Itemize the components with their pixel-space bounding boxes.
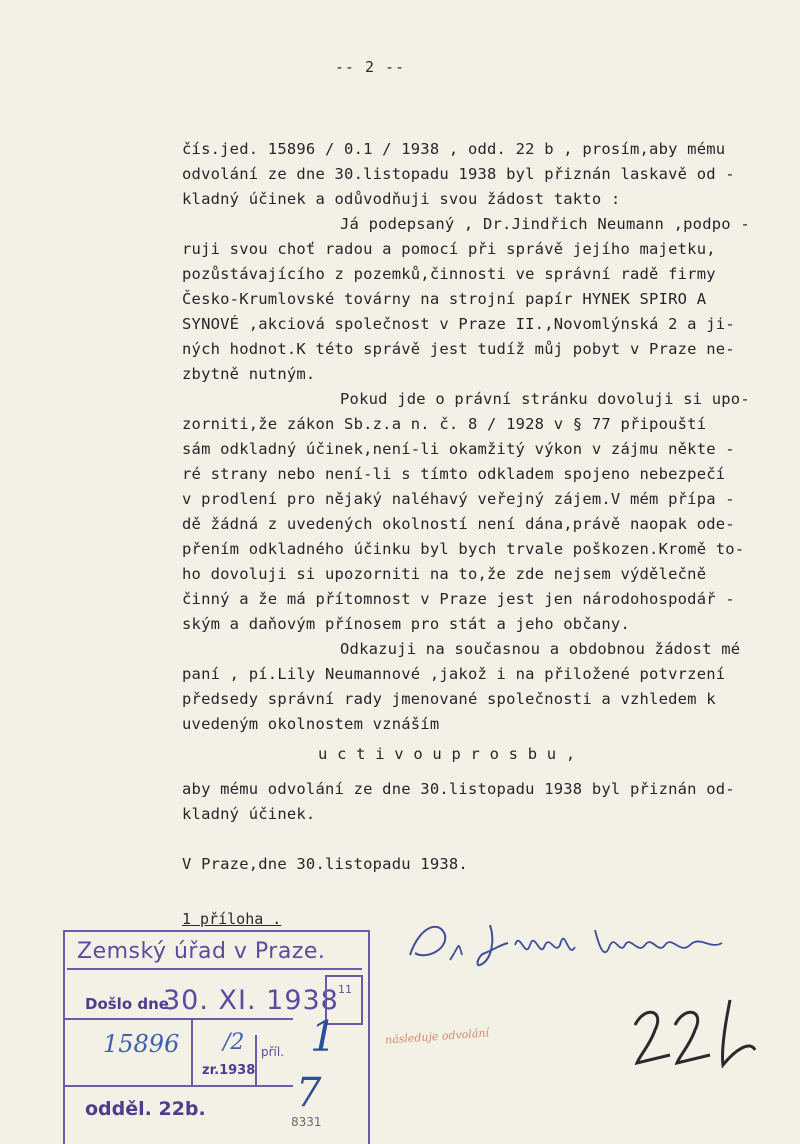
body-line: sám odkladný účinek,není-li okamžitý výkon v zájmu někte - bbox=[182, 440, 735, 458]
stamp-divider bbox=[63, 1085, 293, 1087]
stamp-divider bbox=[255, 1035, 257, 1085]
stamp-divider bbox=[191, 1020, 193, 1085]
signature bbox=[400, 905, 740, 975]
body-line: předsedy správní rady jmenované společnosti a vzhledem k bbox=[182, 690, 716, 708]
stamp-received-label: Došlo dne bbox=[85, 995, 169, 1013]
stamp-received-date: 30. XI. 1938 bbox=[163, 985, 339, 1016]
date-line: V Praze,dne 30.listopadu 1938. bbox=[182, 855, 468, 873]
body-line: Česko-Krumlovské továrny na strojní papír HYNEK SPIRO A bbox=[182, 290, 707, 308]
stamp-zr-label: zr.1938 bbox=[202, 1063, 256, 1078]
body-line: ho dovoluji si upozorniti na to,že zde nejsem výdělečně bbox=[182, 565, 707, 583]
body-line: paní , pí.Lily Neumannové ,jakož i na přiložené potvrzení bbox=[182, 665, 726, 683]
body-line: SYNOVÉ ,akciová společnost v Praze II.,Novomlýnská 2 a ji- bbox=[182, 315, 735, 333]
stamp-attachment-count: 1 bbox=[310, 1012, 337, 1061]
body-line: ré strany nebo není-li s tímto odkladem spojeno nebezpečí bbox=[182, 465, 726, 483]
stamp-box-number: 11 bbox=[338, 983, 352, 996]
body-line: uvedeným okolnostem vznáším bbox=[182, 715, 440, 733]
body-line: ných hodnot.K této správě jest tudíž můj pobyt v Praze ne- bbox=[182, 340, 735, 358]
body-line: v prodlení pro nějaký naléhavý veřejný zájem.V mém přípa - bbox=[182, 490, 735, 508]
body-line: odvolání ze dne 30.listopadu 1938 byl přiznán laskavě od - bbox=[182, 165, 735, 183]
body-line: kladný účinek. bbox=[182, 805, 316, 823]
stamp-ref-suffix: /2 bbox=[223, 1030, 245, 1055]
body-line: aby mému odvolání ze dne 30.listopadu 1938 byl přiznán od- bbox=[182, 780, 735, 798]
body-line: zorniti,že zákon Sb.z.a n. č. 8 / 1928 v § 77 připouští bbox=[182, 415, 707, 433]
pencil-note: následuje odvolání bbox=[384, 1026, 490, 1047]
initials-22b bbox=[625, 995, 765, 1075]
body-line: čís.jed. 15896 / 0.1 / 1938 , odd. 22 b , prosím,aby mému bbox=[182, 140, 726, 158]
stamp-divider bbox=[63, 1018, 293, 1020]
registry-stamp bbox=[63, 930, 368, 1140]
body-line: pozůstávajícího z pozemků,činnosti ve správní radě firmy bbox=[182, 265, 716, 283]
stamp-dept-ref: 7 bbox=[296, 1070, 322, 1116]
body-line: dě žádná z uvedených okolností není dána,právě naopak ode- bbox=[182, 515, 735, 533]
body-line: ským a daňovým přínosem pro stát a jeho občany. bbox=[182, 615, 630, 633]
body-line: přením odkladného účinku byl bych trvale poškozen.Kromě to- bbox=[182, 540, 745, 558]
page-number: -- 2 -- bbox=[334, 58, 406, 76]
stamp-title: Zemský úřad v Praze. bbox=[67, 934, 362, 970]
body-line: ruji svou choť radou a pomocí při správě jejího majetku, bbox=[182, 240, 716, 258]
stamp-attachment-label: příl. bbox=[261, 1045, 285, 1059]
body-line: Odkazuji na současnou a obdobnou žádost mé bbox=[340, 640, 741, 658]
request-heading: u c t i v o u p r o s b u , bbox=[318, 745, 576, 763]
stamp-ref-number: 15896 bbox=[103, 1030, 180, 1058]
stamp-small-number: 8331 bbox=[291, 1115, 322, 1129]
body-line: činný a že má přítomnost v Praze jest jen národohospodář - bbox=[182, 590, 735, 608]
stamp-department: odděl. 22b. bbox=[85, 1098, 206, 1120]
body-line: Já podepsaný , Dr.Jindřich Neumann ,podpo - bbox=[340, 215, 750, 233]
body-line: zbytně nutným. bbox=[182, 365, 316, 383]
attachment-note: 1 příloha . bbox=[182, 910, 282, 928]
body-line: Pokud jde o právní stránku dovoluji si upo- bbox=[340, 390, 750, 408]
body-line: kladný účinek a odůvodňuji svou žádost takto : bbox=[182, 190, 621, 208]
